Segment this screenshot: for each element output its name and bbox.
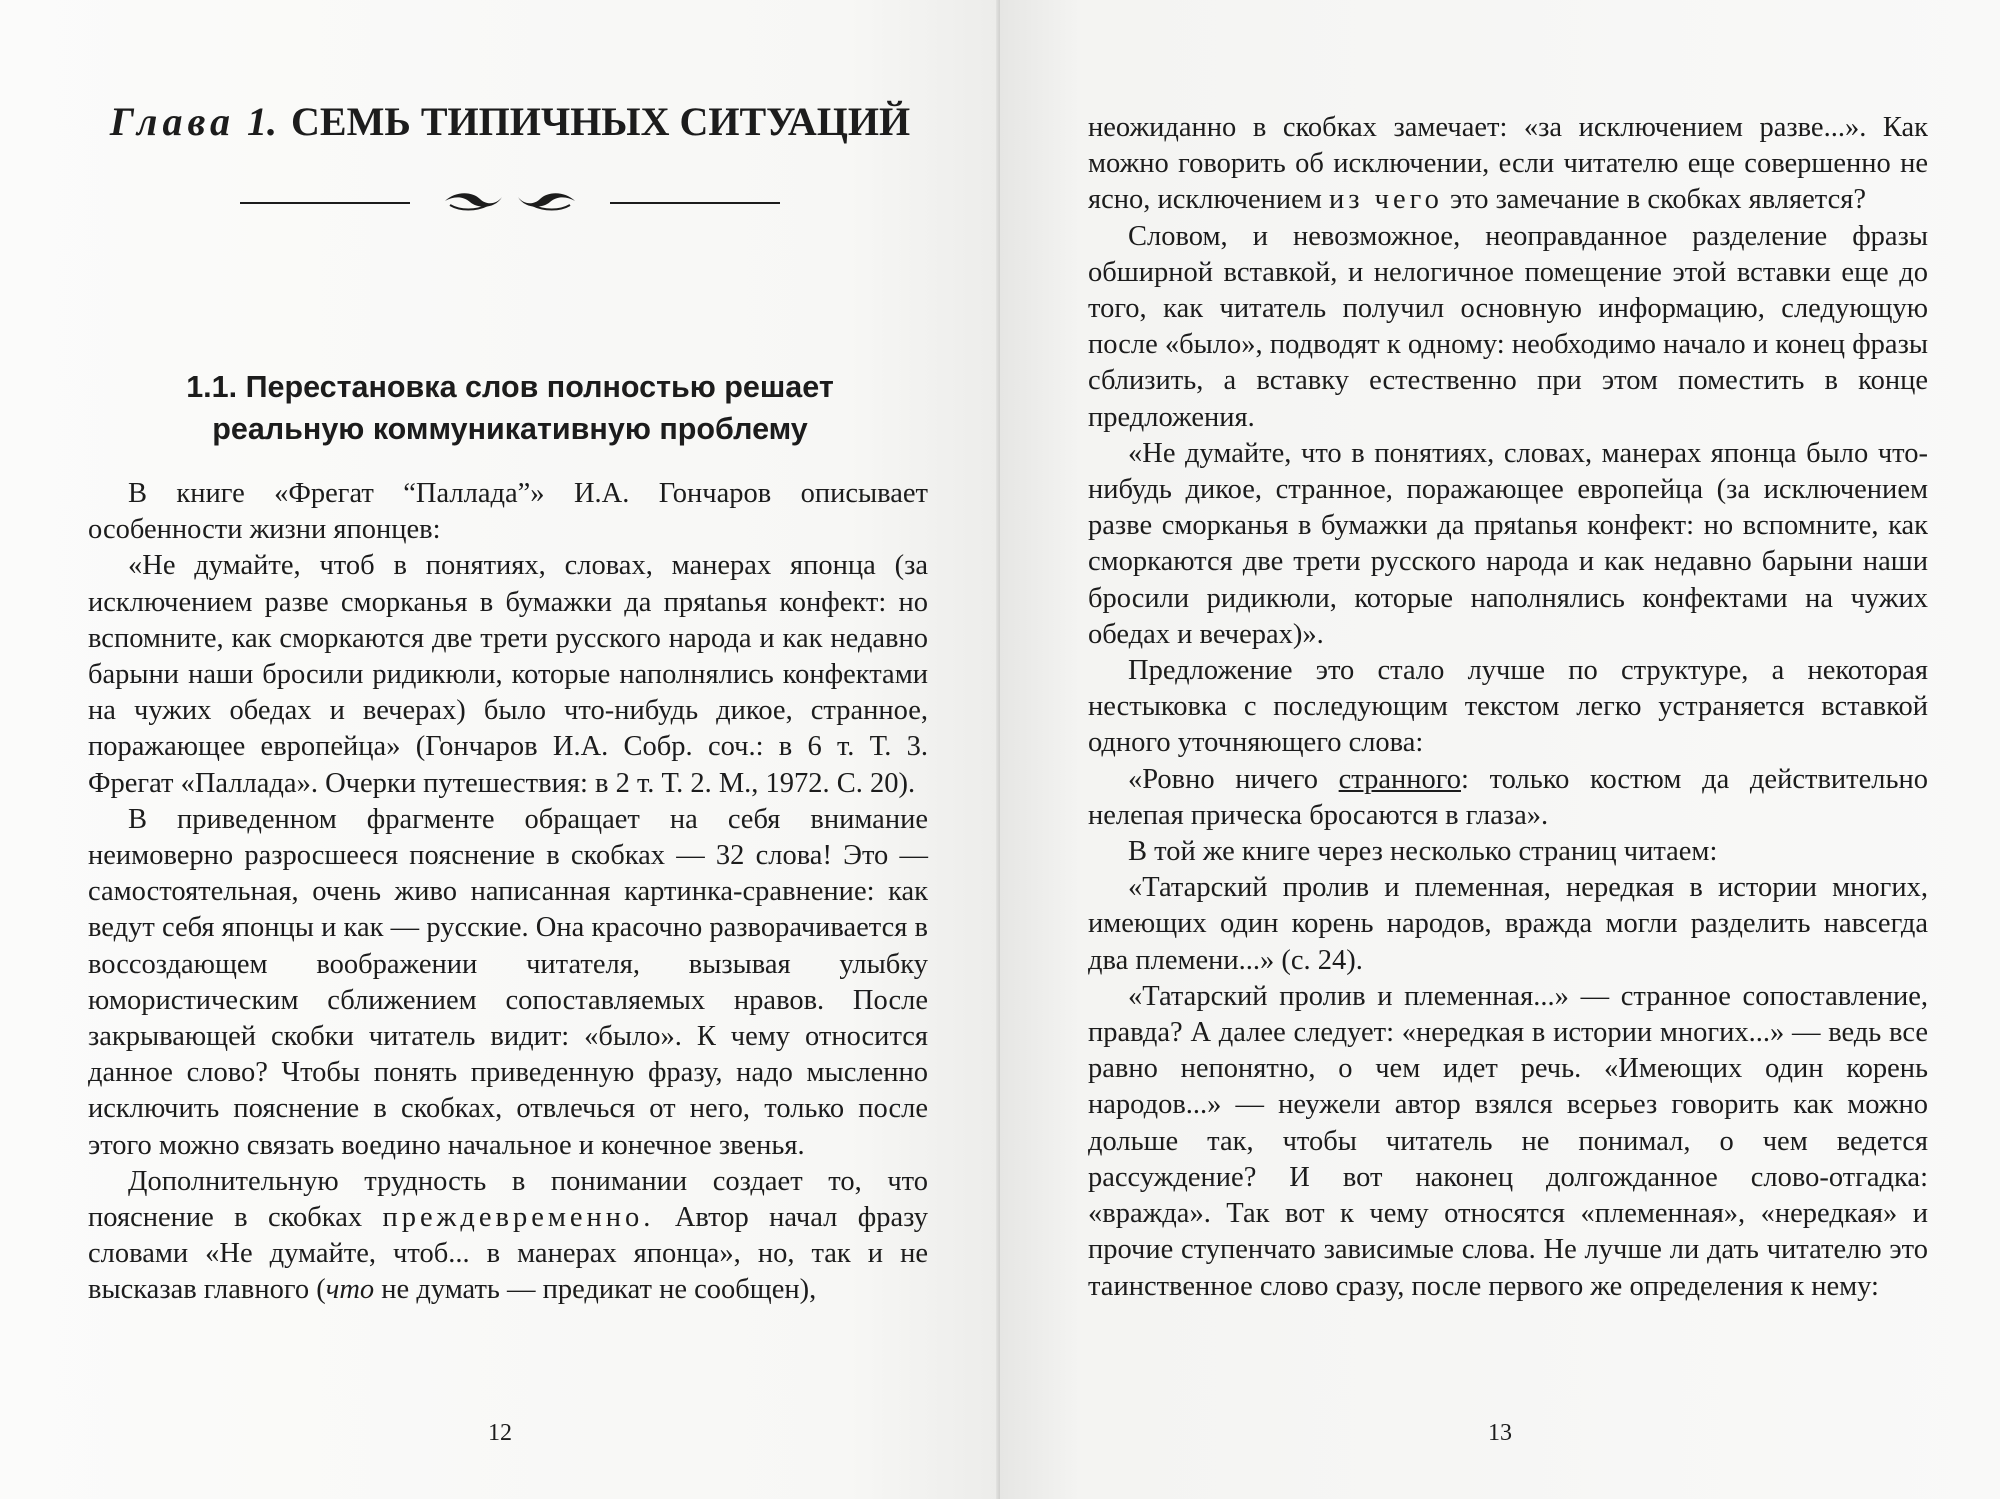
paragraph: «Не думайте, что в понятиях, словах, манерах японца было что-нибудь дикое, странное, поражающее европейца (за исключением разве сморканья в бумажки да пряtanья конфект: но вспомните, как сморкаются две трети русского народа и как недавно барыни наши бросили ридикюли, которые наполнялись конфектами на чужих обедах и вечерах)».	[1088, 437, 1928, 650]
text-run: неожиданно в скобках замечает: «за исключением разве...». Как можно говорить об исключении, если читателю еще совершенно не ясно, исключением	[1088, 112, 1928, 216]
chapter-heading	[80, 98, 940, 145]
paragraph: В той же книге через несколько страниц читаем:	[1128, 836, 1718, 868]
chapter-number: 1.	[247, 99, 278, 144]
underlined-word: странного	[1338, 763, 1461, 795]
chapter-label: Глава	[109, 99, 236, 144]
section-title-line-2: реальную коммуникативную проблему	[212, 412, 808, 446]
text-run: не думать — предикат не сообщен),	[374, 1274, 817, 1306]
spaced-emphasis: преждевременно.	[382, 1202, 655, 1234]
paragraph-continued	[1088, 110, 1928, 219]
paragraph: «Татарский пролив и племенная...» — странное сопоставление, правда? А далее следует: «нередкая в истории многих...» — ведь все равно непонятно, о чем идет речь. «Имеющих один корень народов...» — неужели автор взялся всерьез говорить как можно дольше так, чтобы читатель не понимал, о чем ведется рассуждение? И вот наконец долгожданное слово-отгадка: «вражда». Так вот к чему относятся «племенная», «нередкая» и прочие ступенчато зависимые слова. Не лучше ли дать читателю это таинственное слово сразу, после первого же определения к нему:	[1088, 980, 1928, 1302]
section-title	[130, 366, 890, 450]
text-run: : только костюм да действительно нелепая прическа бросаются в глаза».	[1088, 763, 1928, 831]
paragraph: «Татарский пролив и племенная, нередкая в истории многих, имеющих один корень народов, вражда могли разделить навсегда два племени...» (с. 24).	[1088, 872, 1928, 976]
paragraph: «Не думайте, чтоб в понятиях, словах, манерах японца (за исключением разве сморканья в бумажки да пряtanья конфект: но вспомните, как сморкаются две трети русского народа и как недавно барыни наши бросили ридикюли, которые наполнялись конфектами на чужих обедах и вечерах) было что-нибудь дикое, странное, поражающее европейца» (Гончаров И.А. Собр. соч.: в 6 т. Т. 3. Фрегат «Паллада». Очерки путешествия: в 2 т. Т. 2. М., 1972. С. 20).	[88, 550, 928, 799]
italic-emphasis: что	[325, 1274, 375, 1306]
ornament-divider	[240, 185, 780, 215]
right-page	[1000, 0, 2000, 1499]
right-page-body	[1088, 110, 1928, 1305]
paragraph	[88, 1164, 928, 1309]
text-run: «Ровно ничего	[1128, 763, 1339, 795]
paragraph: В приведенном фрагменте обращает на себя внимание неимоверно разросшееся пояснение в скобках — 32 слова! Это — самостоятельная, очень живо написанная картинка-сравнение: как ведут себя японцы и как — русские. Она красочно разворачивается в воссоздающем воображении читателя, вызывая улыбку юмористическим сближением сопоставляемых нравов. После закрывающей скобки читатель видит: «было». К чему относится данное слово? Чтобы понять приведенную фразу, надо мысленно исключить пояснение в скобках, отвлечься от него, только после этого можно связать воедино начальное и конечное звенья.	[88, 803, 928, 1161]
spaced-emphasis: из чего	[1328, 184, 1443, 216]
section-title-line-1: 1.1. Перестановка слов полностью решает	[186, 370, 834, 404]
text-run: это замечание в скобках является?	[1442, 184, 1867, 216]
paragraph: Словом, и невозможное, неоправданное разделение фразы обширной вставкой, и нелогичное помещение этой вставки еще до того, как читатель получил основную информацию, следующую после «было», подводят к одному: необходимо начало и конец фразы сблизить, а вставку естественно при этом поместить в конце предложения.	[1088, 220, 1928, 433]
paragraph: В книге «Фрегат “Паллада”» И.А. Гончаров описывает особенности жизни японцев:	[88, 478, 928, 546]
paragraph: Предложение это стало лучше по структуре, а некоторая нестыковка с последующим текстом легко устраняется вставкой одного уточняющего слова:	[1088, 655, 1928, 759]
left-page-body	[88, 476, 928, 1309]
text-run: Автор начал фразу словами «Не думайте, чтоб... в манерах японца», но, так и не высказав главного (	[88, 1202, 929, 1306]
paragraph	[1088, 762, 1928, 834]
chapter-title: СЕМЬ ТИПИЧНЫХ СИТУАЦИЙ	[291, 99, 911, 144]
page-number: 13	[1488, 1420, 1512, 1446]
text-run: Дополнительную трудность в понимании создает то, что пояснение в скобках	[88, 1165, 928, 1234]
page-number: 12	[488, 1420, 512, 1446]
